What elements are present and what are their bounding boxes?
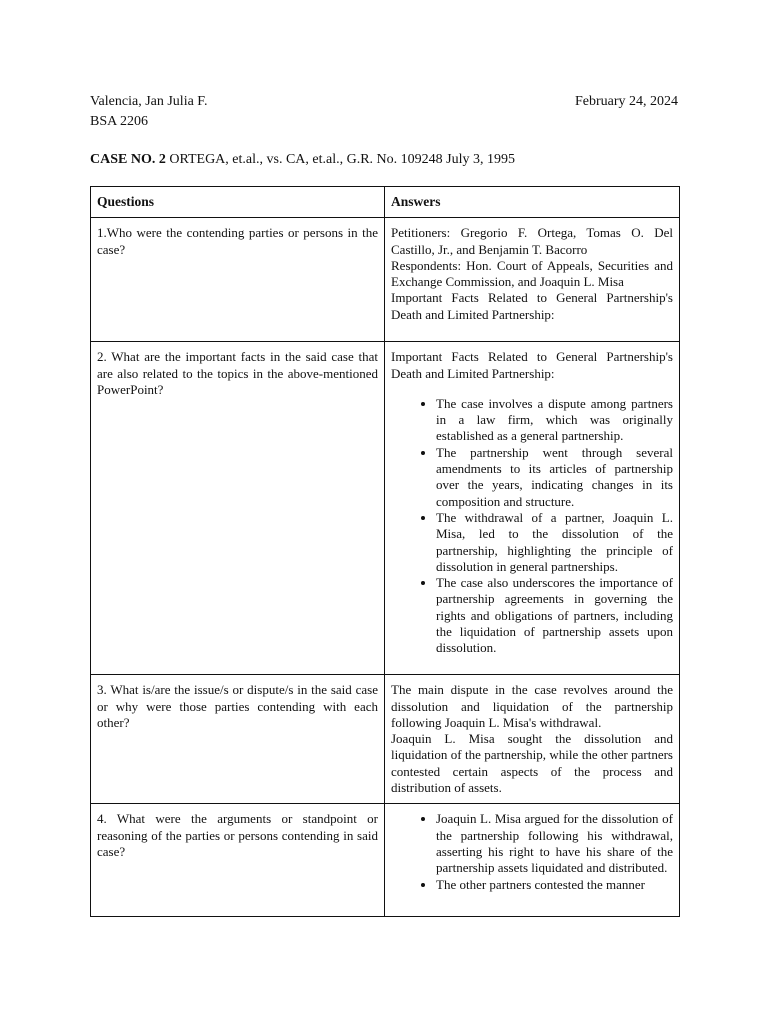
answers-header: Answers — [385, 187, 680, 218]
student-info — [90, 92, 207, 132]
table-row — [91, 675, 680, 804]
question-cell — [91, 342, 385, 675]
table-row — [91, 342, 680, 675]
answer-cell — [385, 675, 680, 804]
case-title-line — [90, 150, 515, 170]
student-section: BSA 2206 — [90, 114, 148, 129]
table-row — [91, 804, 680, 917]
list-item: • Joaquin L. Misa argued for the dissolution of the partnership following his withdrawal, asserting his right to have his share of the partnership assets liquidated and distributed. — [436, 811, 673, 876]
table-header-row — [91, 187, 680, 218]
qa-table — [90, 186, 680, 917]
question-cell — [91, 218, 385, 342]
question-text: 2. What are the important facts in the said case that are also related to the topics in the above-mentioned PowerPoint? — [97, 349, 378, 397]
facts-list — [391, 396, 673, 657]
student-name: Valencia, Jan Julia F. — [90, 94, 208, 109]
case-label: CASE NO. 2 — [90, 152, 166, 167]
question-text: 3. What is/are the issue/s or dispute/s in the said case or why were those parties contending with each other? — [97, 682, 378, 730]
document-date: February 24, 2024 — [574, 94, 678, 109]
question-text: 1.Who were the contending parties or persons in the case? — [97, 225, 378, 257]
answer-line: Respondents: Hon. Court of Appeals, Securities and Exchange Commission, and Joaquin L. Misa — [391, 257, 673, 290]
question-cell — [91, 675, 385, 804]
question-text: 4. What were the arguments or standpoint or reasoning of the parties or persons contending in said case? — [97, 811, 378, 859]
question-cell — [91, 804, 385, 917]
table-row — [91, 218, 680, 342]
list-item: • The partnership went through several amendments to its articles of partnership over the years, indicating changes in its composition and structure. — [436, 445, 673, 510]
answer-cell — [385, 342, 680, 675]
answer-intro: Important Facts Related to General Partnership's Death and Limited Partnership: — [391, 349, 673, 381]
case-title: ORTEGA, et.al., vs. CA, et.al., G.R. No. 109248 July 3, 1995 — [169, 152, 515, 167]
answer-line: Important Facts Related to General Partnership's Death and Limited Partnership: — [391, 290, 673, 322]
list-item: • The withdrawal of a partner, Joaquin L. Misa, led to the dissolution of the partnership, highlighting the principle of dissolution in general partnerships. — [436, 510, 673, 575]
list-item: • The other partners contested the manner — [436, 877, 673, 893]
arguments-list — [391, 811, 673, 892]
answer-cell — [385, 218, 680, 342]
questions-header: Questions — [91, 187, 385, 218]
answer-line: The main dispute in the case revolves around the dissolution and liquidation of the partnership following Joaquin L. Misa's withdrawal. — [391, 682, 673, 730]
list-item: • The case involves a dispute among partners in a law firm, which was originally established as a general partnership. — [436, 396, 673, 445]
answer-line: Petitioners: Gregorio F. Ortega, Tomas O. Del Castillo, Jr., and Benjamin T. Bacorro — [391, 225, 673, 257]
list-item: • The case also underscores the importance of partnership agreements in governing the rights and obligations of partners, including the liquidation of partnership assets upon dissolution. — [436, 575, 673, 656]
answer-line: Joaquin L. Misa sought the dissolution and liquidation of the partnership, while the other partners contested certain aspects of the process and distribution of assets. — [391, 731, 673, 796]
answer-cell — [385, 804, 680, 917]
